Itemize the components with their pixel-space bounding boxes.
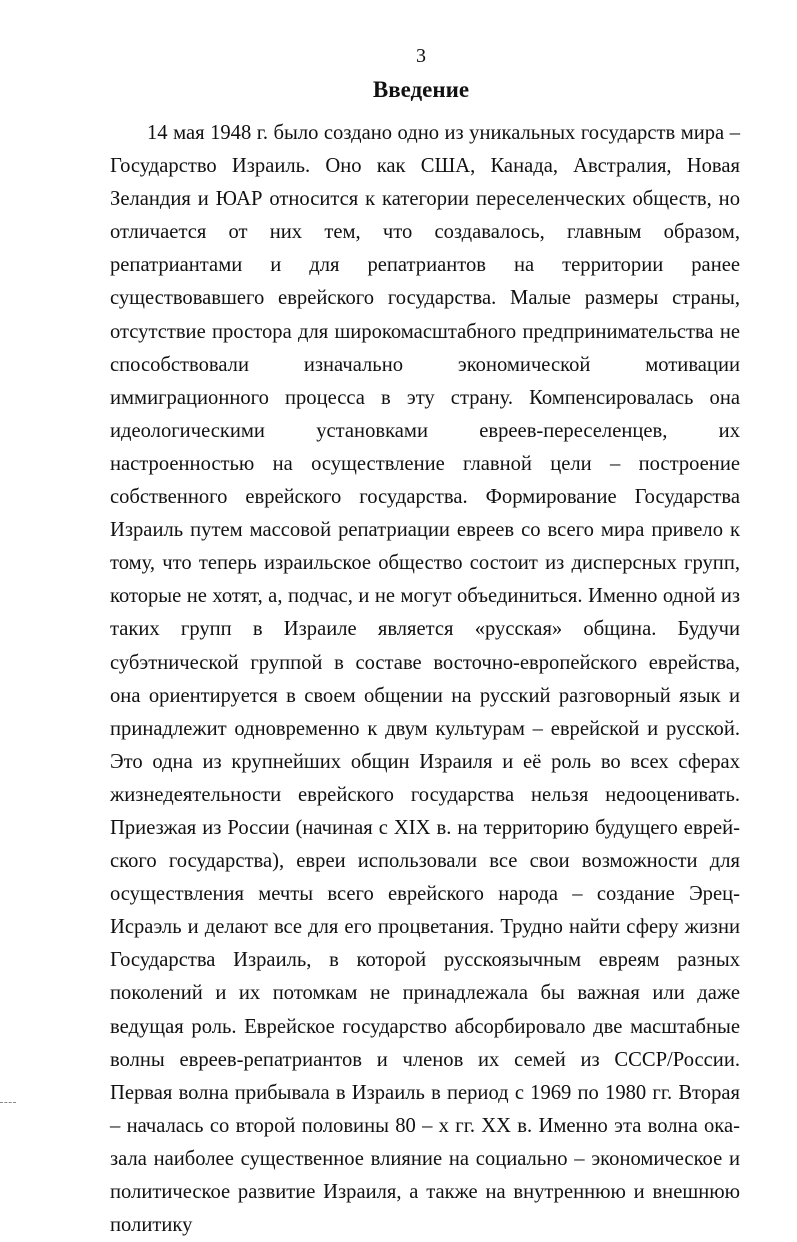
body-paragraph: 14 мая 1948 г. было создано одно из уникальных государств мира – Государство Израиль. Оно как США, Канада, Австралия, Новая Зеландия и ЮАР относится к категории переселенческих обществ, но отличается от них тем, что создавалось, главным образом, репатриантами и для репатриантов на территории ранее существовавшего еврейского государства. Малые размеры страны, отсутствие простора для широкомасштабного предпринимательства не способствовали изначально экономической мотивации иммиграционного процесса в эту страну. Компенсировалась она идеологическими установками евреев-переселенцев, их настроенностью на осуществление главной цели – построение собственного еврейского государства. Формирование Государства Израиль путем массовой репатриации евреев со всего мира привело к тому, что теперь израильское общество состоит из дисперсных групп, которые не хотят, а, подчас, и не могут объединиться. Именно одной из таких групп в Израиле является «русская» община. Будучи субэтнической группой в составе восточно-европейского еврейства, она ориентируется в своем общении на русский разговорный язык и принадлежит одновременно к двум культурам – еврейской и русской. Это одна из крупнейших общин Израиля и её роль во всех сферах жизнедеятельности еврейского государства нельзя недооценивать. Приезжая из России (начиная с XIX в. на территорию будущего еврейского государства), евреи использовали все свои возможности для осуществления мечты всего еврейского народа – создание Эрец-Исраэль и делают все для его процветания. Трудно найти сферу жизни Государства Израиль, в которой русскоязычным евреям разных поколений и их потомкам не принадлежала бы важная или даже ведущая роль. Еврейское государство абсорбировало две масштабные волны евреев-репатриантов и членов их семей из СССР/России. Первая волна прибывала в Израиль в период с 1969 по 1980 гг. Вторая – началась со второй половины 80 – х гг. XX в. Именно эта волна оказала наиболее существенное влияние на социально – экономическое и политическое развитие Израиля, а также на внутреннюю и внешнюю политику: [110, 122, 740, 1237]
scan-edge-mark: [0, 1102, 16, 1106]
page-number: 3: [416, 45, 426, 67]
section-title: Введение: [372, 77, 470, 102]
